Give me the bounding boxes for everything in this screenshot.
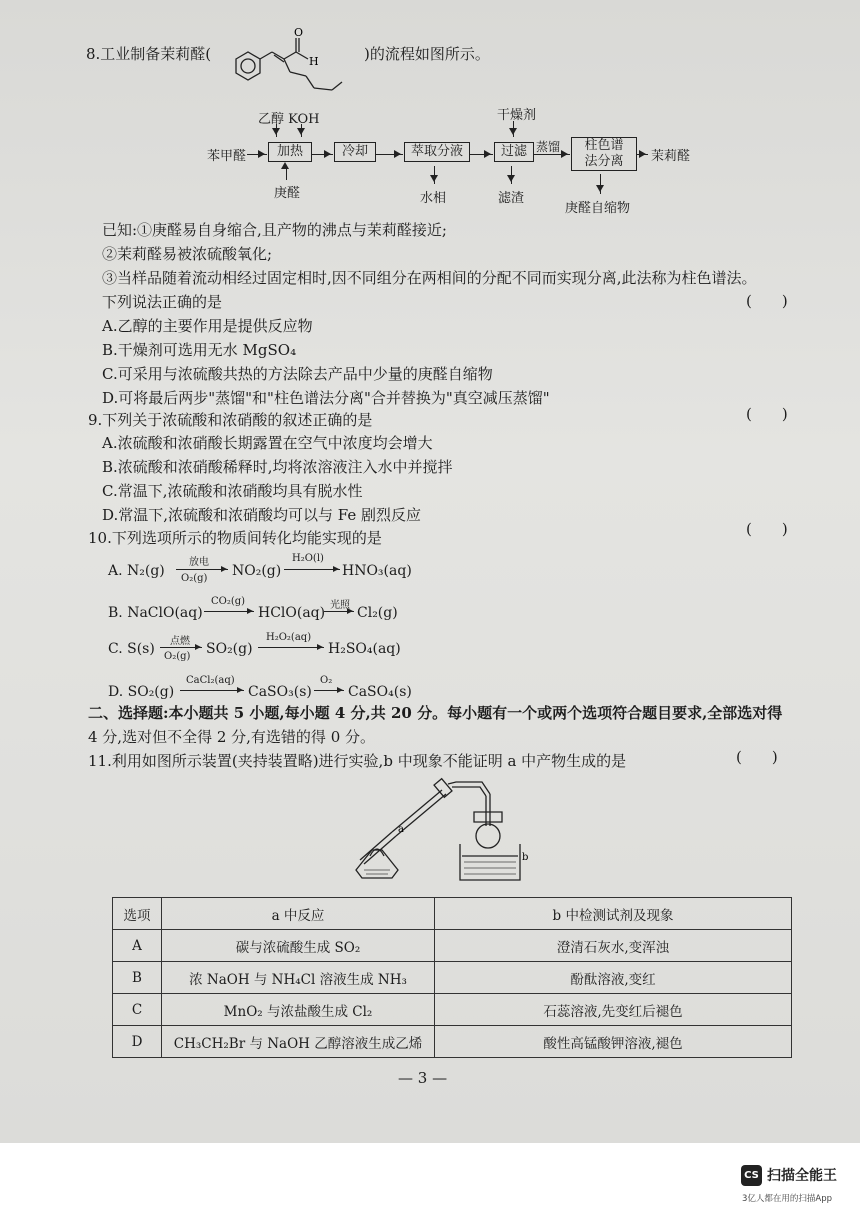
cell-reaction: 碳与浓硫酸生成 SO₂: [162, 930, 435, 962]
arrowhead-up: [281, 162, 289, 169]
footer-app-name: 扫描全能王: [767, 1168, 837, 1184]
cell-test: 酚酞溶液,变红: [435, 962, 792, 994]
q10-stem: 10.下列选项所示的物质间转化均能实现的是: [88, 529, 382, 547]
q10d-cond1-top: CaCl₂(aq): [186, 675, 235, 686]
q8-option-b: B.干燥剂可选用无水 MgSO₄: [102, 341, 297, 359]
q9-answer-paren: ( ): [746, 405, 788, 423]
footer-slogan: 3亿人都在用的扫描App: [742, 1194, 833, 1204]
svg-text:H: H: [309, 55, 319, 68]
cell-option: D: [113, 1026, 162, 1058]
reaction-arrow: [324, 611, 354, 612]
q10d-cond2-top: O₂: [320, 675, 333, 686]
section2-intro-line2: 4 分,选对但不全得 2 分,有选错的得 0 分。: [88, 728, 376, 746]
q9-option-b: B.浓硫酸和浓硝酸稀释时,均将浓溶液注入水中并搅拌: [102, 458, 453, 476]
q8-option-d: D.可将最后两步"蒸馏"和"柱色谱法分离"合并替换为"真空减压蒸馏": [102, 389, 550, 407]
q8-stem-end: )的流程如图所示。: [364, 45, 490, 63]
q10c-cond1-top: 点燃: [170, 636, 190, 647]
table-row: [113, 930, 792, 962]
flow-step-filter: 过滤: [494, 142, 534, 162]
q10b-product: Cl₂(g): [357, 605, 398, 621]
reaction-arrow: [258, 647, 324, 648]
reaction-arrow: [180, 690, 244, 691]
q8-answer-paren: ( ): [746, 292, 788, 310]
distill-label: 蒸馏: [536, 140, 561, 154]
q8-known-2: ②茉莉醛易被浓硫酸氧化;: [102, 245, 273, 263]
header-reaction-a: a 中反应: [162, 898, 435, 930]
flow-input-heptanal: 庚醛: [274, 186, 301, 201]
header-test-b: b 中检测试剂及现象: [435, 898, 792, 930]
arrow: [533, 154, 570, 155]
reaction-arrow: [204, 611, 254, 612]
svg-text:O: O: [294, 26, 304, 39]
q9-option-c: C.常温下,浓硫酸和浓硝酸均具有脱水性: [102, 482, 363, 500]
flow-output-condensate: 庚醛自缩物: [565, 201, 631, 216]
cell-test: 石蕊溶液,先变红后褪色: [435, 994, 792, 1026]
table-header-row: [113, 898, 792, 930]
label-a: a: [398, 824, 404, 835]
q8-option-a: A.乙醇的主要作用是提供反应物: [102, 317, 313, 335]
flow-start-benzaldehyde: 苯甲醛: [207, 149, 247, 164]
arrow: [636, 154, 648, 155]
reagents-ethanol-koh: 乙醇 KOH: [258, 112, 320, 127]
arrow-down-koh: [301, 124, 302, 137]
q11-options-table: [112, 897, 792, 1058]
q8-known-1: 已知:①庚醛易自身缩合,且产物的沸点与茉莉醛接近;: [102, 221, 447, 239]
cell-option: A: [113, 930, 162, 962]
flow-output-residue: 滤渣: [498, 191, 525, 206]
cell-reaction: 浓 NaOH 与 NH₄Cl 溶液生成 NH₃: [162, 962, 435, 994]
flow-step-cool: 冷却: [334, 142, 376, 162]
q10c-cond2-top: H₂O₂(aq): [266, 632, 312, 643]
section2-intro-line1: 二、选择题:本小题共 5 小题,每小题 4 分,共 20 分。每小题有一个或两个选项符合题目要求,全部选对得: [88, 704, 783, 722]
flow-step-column-line1: 柱色谱: [584, 138, 624, 153]
table-row: [113, 962, 792, 994]
q8-stem-start: 8.工业制备茉莉醛(: [86, 45, 212, 63]
q10a-cond1-bottom: O₂(g): [181, 573, 208, 584]
q9-stem: 9.下列关于浓硫酸和浓硝酸的叙述正确的是: [88, 411, 373, 429]
flow-product: 茉莉醛: [651, 149, 691, 164]
q10a-reactant: A. N₂(g): [108, 563, 165, 579]
cell-option: C: [113, 994, 162, 1026]
flow-step-column: [571, 137, 637, 171]
arrow: [311, 154, 333, 155]
q10a-product: HNO₃(aq): [342, 563, 412, 579]
q8-known-3: ③当样品随着流动相经过固定相时,因不同组分在两相间的分配不同而实现分离,此法称为柱色谱法。: [102, 269, 757, 287]
flow-step-extract: 萃取分液: [404, 142, 470, 162]
q10a-cond1-top: 放电: [189, 557, 209, 568]
reaction-arrow: [284, 569, 340, 570]
q8-question: 下列说法正确的是: [102, 293, 223, 311]
flow-output-aqueous: 水相: [420, 191, 447, 206]
table-row: [113, 994, 792, 1026]
q10d-product: CaSO₄(s): [348, 684, 412, 700]
q10b-intermediate: HClO(aq): [258, 605, 326, 621]
reaction-arrow: [314, 690, 344, 691]
arrow: [247, 154, 267, 155]
q10a-cond2-top: H₂O(l): [292, 553, 324, 564]
q10b-reactant: B. NaClO(aq): [108, 605, 203, 621]
q11-stem: 11.利用如图所示装置(夹持装置略)进行实验,b 中现象不能证明 a 中产物生成的是: [88, 752, 627, 770]
apparatus-diagram: [352, 772, 528, 888]
flow-step-column-line2: 法分离: [584, 154, 624, 169]
q9-option-a: A.浓硫酸和浓硝酸长期露置在空气中浓度均会增大: [102, 434, 433, 452]
arrow: [469, 154, 493, 155]
arrow-down-desiccant: [513, 121, 514, 137]
q8-option-c: C.可采用与浓硫酸共热的方法除去产品中少量的庚醛自缩物: [102, 365, 493, 383]
q10c-reactant: C. S(s): [108, 641, 155, 657]
q10b-cond2-top: 光照: [330, 600, 350, 611]
q11-answer-paren: ( ): [736, 748, 778, 766]
arrow-down-residue: [511, 166, 512, 184]
desiccant-label: 干燥剂: [497, 108, 537, 123]
q10c-cond1-bottom: O₂(g): [164, 651, 191, 662]
q10-answer-paren: ( ): [746, 520, 788, 538]
reaction-arrow: [160, 647, 202, 648]
cell-test: 酸性高锰酸钾溶液,褪色: [435, 1026, 792, 1058]
reaction-arrow: [176, 569, 228, 570]
cell-reaction: MnO₂ 与浓盐酸生成 Cl₂: [162, 994, 435, 1026]
jasmine-aldehyde-structure: [214, 24, 364, 102]
q10c-intermediate: SO₂(g): [206, 641, 253, 657]
q9-option-d: D.常温下,浓硫酸和浓硝酸均可以与 Fe 剧烈反应: [102, 506, 422, 524]
page-number: — 3 —: [398, 1069, 448, 1087]
cell-test: 澄清石灰水,变浑浊: [435, 930, 792, 962]
label-b: b: [522, 852, 528, 863]
cell-option: B: [113, 962, 162, 994]
q10d-reactant: D. SO₂(g): [108, 684, 175, 700]
header-option: 选项: [113, 898, 162, 930]
q10a-intermediate: NO₂(g): [232, 563, 282, 579]
q10d-intermediate: CaSO₃(s): [248, 684, 312, 700]
cell-reaction: CH₃CH₂Br 与 NaOH 乙醇溶液生成乙烯: [162, 1026, 435, 1058]
arrow-down-ethanol: [276, 124, 277, 137]
flow-step-heat: 加热: [268, 142, 312, 162]
arrow: [375, 154, 403, 155]
arrow-down-condensate: [600, 174, 601, 194]
q10c-product: H₂SO₄(aq): [328, 641, 401, 657]
arrow-down-aqueous: [434, 166, 435, 184]
q10b-cond1-top: CO₂(g): [211, 596, 246, 607]
camscanner-logo-icon: CS: [741, 1165, 762, 1186]
table-row: [113, 1026, 792, 1058]
